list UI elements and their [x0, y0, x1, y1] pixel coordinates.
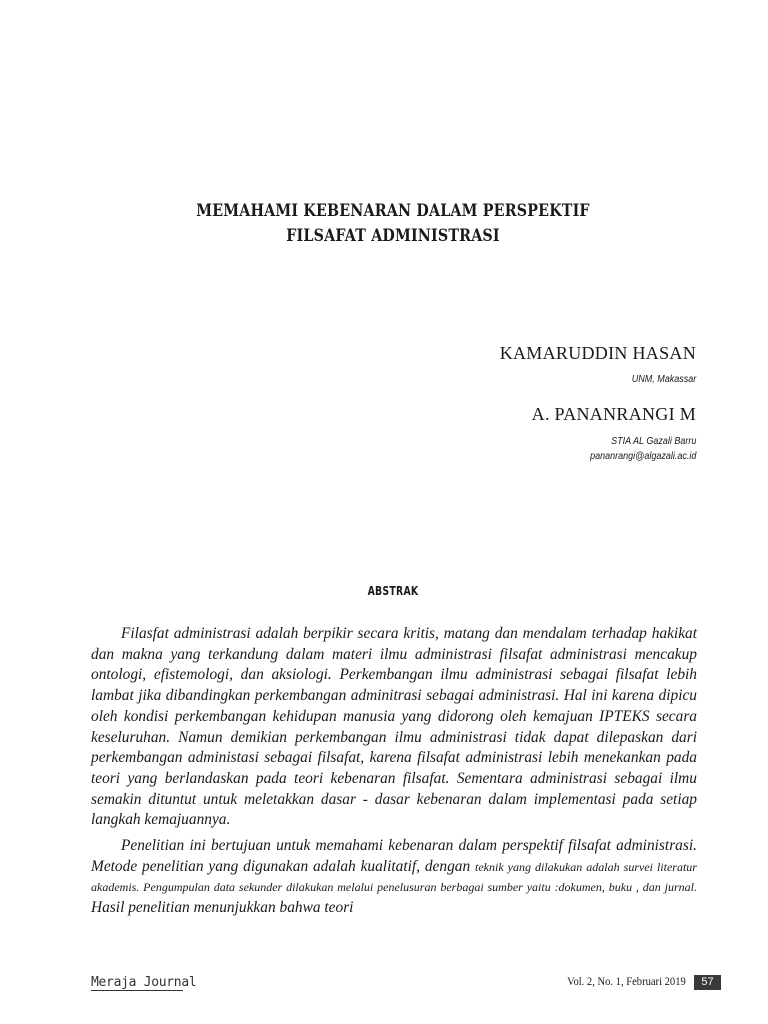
abstract-paragraph-2	[91, 836, 697, 919]
abstract-paragraph-1: Filasfat administrasi adalah berpikir secara kritis, matang dan mendalam terhadap hakikat dan makna yang terkandung dalam materi ilmu administrasi filsafat administrasi mencakup ontologi, efistemologi, dan aksiologi. Perkembangan ilmu administrasi sebagai filsafat lebih lambat jika dibandingkan perkembangan adminitrasi sebagai administrasi. Hal ini karena dipicu oleh kondisi perkembangan kehidupan manusia yang didorong oleh kemajuan IPTEKS secara keseluruhan. Namun demikian perkembangan ilmu administrasi tidak dapat dilepaskan dari perkembangan administasi sebagai filsafat, karena filsafat administrasi lebih menekankan pada teori yang berlandaskan pada teori kebenaran filsafat. Sementara administrasi sebagai ilmu semakin dituntut untuk meletakkan dasar - dasar kebenaran dalam implementasi pada setiap langkah kemajuannya.	[91, 625, 697, 829]
author-1	[500, 342, 696, 387]
journal-name: Meraja Journal	[91, 975, 197, 990]
author-name: KAMARUDDIN HASAN	[499, 343, 696, 363]
abstract-body	[91, 624, 697, 919]
abstract-paragraph-2-small-text: teknik yang dilakukan adalah survei literatur akademis. Pengumpulan data sekunder dilakukan melalui penelusuran berbagai sumber yaitu :dokumen, buku , dan jurnal.	[91, 859, 697, 895]
journal-name-underline	[91, 990, 183, 991]
author-2	[532, 403, 696, 464]
author-name: A. PANANRANGI M	[531, 404, 696, 424]
abstract-heading: ABSTRAK	[367, 584, 419, 598]
issue-info: Vol. 2, No. 1, Februari 2019	[567, 974, 686, 988]
author-email: pananrangi@algazali.ac.id	[589, 451, 696, 462]
author-affiliation: UNM, Makassar	[631, 374, 696, 385]
article-title	[63, 199, 723, 249]
page-number-badge: 57	[694, 975, 721, 990]
abstract-paragraph-2-text: Penelitian ini bertujuan untuk memahami kebenaran dalam perspektif filsafat administrasi. Metode penelitian yang digunakan adalah kualitatif, dengan	[91, 837, 697, 875]
article-title-line-2: FILSAFAT ADMINISTRASI	[286, 226, 500, 246]
abstract-paragraph-2-text: Hasil penelitian menunjukkan bahwa teori	[91, 899, 354, 917]
article-title-line-1: MEMAHAMI KEBENARAN DALAM PERSPEKTIF	[196, 201, 590, 221]
author-affiliation: STIA AL Gazali Barru	[610, 436, 696, 447]
